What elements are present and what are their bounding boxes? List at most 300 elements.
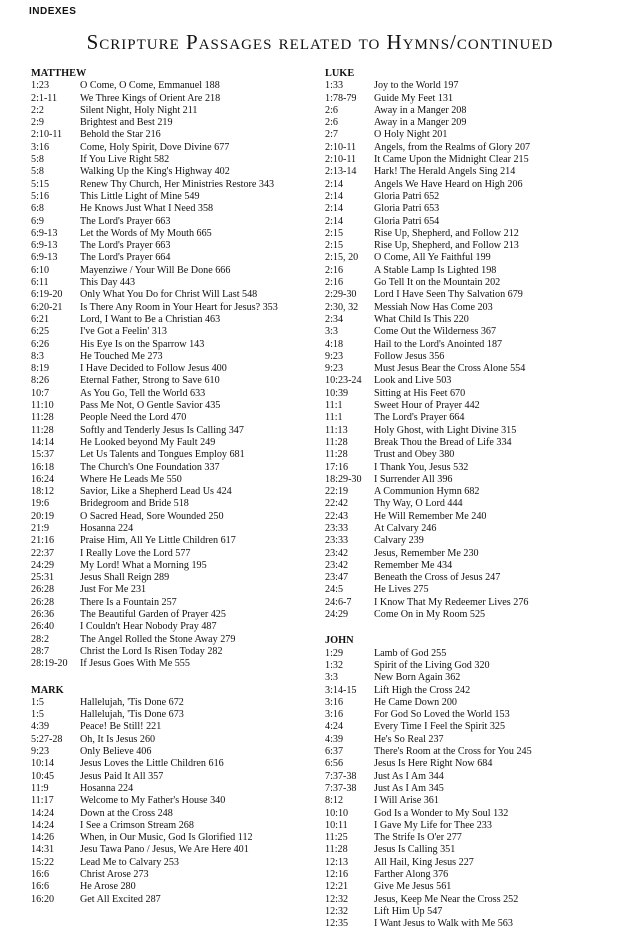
index-entry xyxy=(325,535,610,547)
scripture-reference: 20:19 xyxy=(31,510,55,522)
hymn-title: When, in Our Music, God Is Glorified 112 xyxy=(80,832,253,844)
scripture-reference: 11:28 xyxy=(325,449,348,461)
hymn-title: Let Us Talents and Tongues Employ 681 xyxy=(80,449,245,461)
index-entry xyxy=(325,375,610,387)
scripture-reference: 6:11 xyxy=(31,277,49,289)
scripture-reference: 2:2 xyxy=(31,104,44,116)
scripture-reference: 28:2 xyxy=(31,633,50,645)
scripture-reference: 26:40 xyxy=(31,621,55,633)
scripture-reference: 10:39 xyxy=(325,387,349,399)
hymn-title: Walking Up the King's Highway 402 xyxy=(80,166,230,178)
scripture-reference: 15:22 xyxy=(31,856,55,868)
scripture-reference: 26:28 xyxy=(31,584,55,596)
hymn-title: Gloria Patri 652 xyxy=(374,190,440,202)
hymn-title: Farther Along 376 xyxy=(374,869,449,880)
hymn-title: Jesus, Keep Me Near the Cross 252 xyxy=(374,893,519,905)
hymn-title: People Need the Lord 470 xyxy=(80,412,187,424)
index-entry xyxy=(325,523,610,535)
hymn-title: Follow Jesus 356 xyxy=(374,350,445,362)
hymn-title: Welcome to My Father's House 340 xyxy=(80,795,226,807)
index-entry xyxy=(31,117,316,129)
hymn-title: Bridegroom and Bride 518 xyxy=(80,498,189,510)
index-entry xyxy=(325,685,610,697)
index-entry xyxy=(31,449,316,461)
index-entry xyxy=(325,216,610,228)
scripture-reference: 2:34 xyxy=(325,313,344,325)
hymn-title: Look and Live 503 xyxy=(374,375,452,387)
hymn-title: This Little Light of Mine 549 xyxy=(80,190,200,202)
index-entry xyxy=(325,105,610,117)
index-entry xyxy=(325,758,610,770)
scripture-reference: 6:9-13 xyxy=(31,227,58,239)
index-entry xyxy=(31,844,316,856)
hymn-title: If You Live Right 582 xyxy=(80,154,170,166)
hymn-title: Every Time I Feel the Spirit 325 xyxy=(374,721,506,733)
index-entry xyxy=(31,894,316,906)
index-entry xyxy=(31,658,316,670)
index-entry xyxy=(31,597,316,609)
scripture-reference: 5:16 xyxy=(31,190,50,202)
hymn-title: I Know That My Redeemer Lives 276 xyxy=(374,596,529,608)
scripture-reference: 16:6 xyxy=(31,881,50,893)
scripture-reference: 23:33 xyxy=(325,535,349,547)
scripture-reference: 5:27-28 xyxy=(31,733,63,745)
index-entry xyxy=(325,363,610,375)
book-heading: MARK xyxy=(31,684,64,696)
hymn-title: Angels, from the Realms of Glory 207 xyxy=(374,141,531,153)
index-entry xyxy=(325,142,610,154)
index-entry xyxy=(325,808,610,820)
hymn-title: The Church's One Foundation 337 xyxy=(80,461,220,473)
hymn-title: The Strife Is O'er 277 xyxy=(374,832,462,844)
scripture-reference: 6:26 xyxy=(31,338,50,350)
scripture-reference: 26:28 xyxy=(31,596,55,608)
index-entry xyxy=(325,869,610,881)
index-entry xyxy=(31,425,316,437)
scripture-reference: 16:24 xyxy=(31,473,55,485)
hymn-title: O Holy Night 201 xyxy=(374,129,448,141)
index-entry xyxy=(325,783,610,795)
hymn-title: Jesus Shall Reign 289 xyxy=(80,572,170,584)
index-entry xyxy=(325,548,610,560)
hymn-title: All Hail, King Jesus 227 xyxy=(374,856,474,868)
hymn-title: Just As I Am 344 xyxy=(374,770,444,782)
scripture-reference: 22:19 xyxy=(325,486,349,498)
index-entry xyxy=(325,351,610,363)
hymn-title: I Will Arise 361 xyxy=(374,795,439,807)
scripture-reference: 11:28 xyxy=(325,436,348,448)
scripture-reference: 10:11 xyxy=(325,819,348,831)
hymn-title: O Come, All Ye Faithful 199 xyxy=(374,252,491,264)
scripture-reference: 23:42 xyxy=(325,559,349,571)
hymn-title: Savior, Like a Shepherd Lead Us 424 xyxy=(80,486,232,498)
scripture-reference: 3:3 xyxy=(325,326,338,338)
index-entry xyxy=(31,869,316,881)
hymn-title: Jesus, Remember Me 230 xyxy=(374,547,479,559)
index-entry xyxy=(31,400,316,412)
hymn-title: There Is a Fountain 257 xyxy=(80,596,177,608)
index-entry xyxy=(31,252,316,264)
scripture-reference: 24:6-7 xyxy=(325,596,352,608)
index-entry xyxy=(31,93,316,105)
index-entry xyxy=(31,462,316,474)
index-entry xyxy=(31,363,316,375)
hymn-title: I Gave My Life for Thee 233 xyxy=(374,819,492,831)
scripture-reference: 2:9 xyxy=(31,117,44,129)
scripture-reference: 6:19-20 xyxy=(31,289,63,301)
index-entry xyxy=(325,166,610,178)
index-entry xyxy=(325,820,610,832)
scripture-reference: 1:32 xyxy=(325,659,344,671)
scripture-reference: 14:24 xyxy=(31,807,55,819)
index-entry xyxy=(31,216,316,228)
hymn-title: Trust and Obey 380 xyxy=(374,449,455,461)
page-title: Scripture Passages related to Hymns/continued xyxy=(86,30,554,54)
index-entry xyxy=(325,672,610,684)
hymn-title: Hallelujah, 'Tis Done 672 xyxy=(80,696,184,708)
hymn-title: My Lord! What a Morning 195 xyxy=(80,559,207,571)
scripture-reference: 6:9-13 xyxy=(31,252,58,264)
scripture-reference: 1:23 xyxy=(31,80,50,92)
index-entry xyxy=(31,388,316,400)
hymn-title: Go Tell It on the Mountain 202 xyxy=(374,277,501,289)
scripture-reference: 10:14 xyxy=(31,758,55,770)
index-entry xyxy=(325,795,610,807)
scripture-reference: 2:15, 20 xyxy=(325,252,359,264)
scripture-reference: 2:10-11 xyxy=(325,154,357,166)
scripture-reference: 23:47 xyxy=(325,572,349,584)
hymn-title: Hallelujah, 'Tis Done 673 xyxy=(80,709,184,721)
hymn-title: Lord I Have Seen Thy Salvation 679 xyxy=(374,289,523,301)
index-entry xyxy=(31,314,316,326)
index-entry xyxy=(325,314,610,326)
index-entry xyxy=(31,203,316,215)
index-entry xyxy=(31,142,316,154)
page-header: INDEXES xyxy=(29,6,77,17)
index-entry xyxy=(31,572,316,584)
scripture-reference: 24:29 xyxy=(31,559,55,571)
index-entry xyxy=(325,918,610,930)
scripture-reference: 2:15 xyxy=(325,240,344,252)
scripture-reference: 4:24 xyxy=(325,721,344,733)
scripture-reference: 1:29 xyxy=(325,647,344,659)
hymn-title: Gloria Patri 653 xyxy=(374,203,440,215)
hymn-title: Must Jesus Bear the Cross Alone 554 xyxy=(374,363,526,375)
index-entry xyxy=(325,80,610,92)
index-entry xyxy=(325,597,610,609)
index-entry xyxy=(325,609,610,621)
hymn-title: A Communion Hymn 682 xyxy=(374,486,480,498)
scripture-reference: 2:16 xyxy=(325,277,344,289)
hymn-title: The Lord's Prayer 663 xyxy=(80,240,171,252)
index-entry xyxy=(325,449,610,461)
hymn-title: God Is a Wonder to My Soul 132 xyxy=(374,807,509,819)
hymn-title: Away in a Manger 209 xyxy=(374,117,467,129)
hymn-title: Remember Me 434 xyxy=(374,559,453,571)
hymn-title: The Angel Rolled the Stone Away 279 xyxy=(80,633,236,645)
index-entry xyxy=(325,857,610,869)
hymn-title: Spirit of the Living God 320 xyxy=(374,659,490,671)
scripture-reference: 11:25 xyxy=(325,832,348,844)
scripture-reference: 9:23 xyxy=(31,746,50,758)
hymn-title: He Touched Me 273 xyxy=(80,350,163,362)
scripture-reference: 8:12 xyxy=(325,795,344,807)
hymn-title: Where He Leads Me 550 xyxy=(80,473,182,485)
index-entry xyxy=(325,584,610,596)
scripture-reference: 6:56 xyxy=(325,758,344,770)
scripture-reference: 11:9 xyxy=(31,782,49,794)
index-entry xyxy=(325,734,610,746)
scripture-reference: 23:33 xyxy=(325,522,349,534)
hymn-title: The Beautiful Garden of Prayer 425 xyxy=(80,609,226,621)
hymn-title: Sweet Hour of Prayer 442 xyxy=(374,400,480,412)
hymn-title: At Calvary 246 xyxy=(374,522,437,534)
hymn-title: I Thank You, Jesus 532 xyxy=(374,461,469,473)
index-entry xyxy=(325,894,610,906)
scripture-reference: 24:29 xyxy=(325,609,349,621)
hymn-title: Jesus Is Calling 351 xyxy=(374,844,456,856)
hymn-title: Eternal Father, Strong to Save 610 xyxy=(80,375,220,387)
index-entry xyxy=(31,771,316,783)
index-entry xyxy=(325,228,610,240)
hymn-title: I Have Decided to Follow Jesus 400 xyxy=(80,363,227,375)
hymn-title: I Want Jesus to Walk with Me 563 xyxy=(374,918,513,930)
hymn-title: This Day 443 xyxy=(80,277,136,289)
index-entry xyxy=(31,129,316,141)
index-entry xyxy=(325,746,610,758)
index-entry xyxy=(31,783,316,795)
scripture-reference: 18:29-30 xyxy=(325,473,362,485)
scripture-reference: 6:9 xyxy=(31,215,44,227)
index-entry xyxy=(325,511,610,523)
index-entry xyxy=(325,339,610,351)
index-entry xyxy=(31,535,316,547)
scripture-reference: 2:10-11 xyxy=(325,141,357,153)
hymn-title: Give Me Jesus 561 xyxy=(374,881,452,893)
index-entry xyxy=(325,289,610,301)
scripture-reference: 22:43 xyxy=(325,510,349,522)
scripture-reference: 12:16 xyxy=(325,869,349,880)
index-entry xyxy=(325,572,610,584)
hymn-title: Christ Arose 273 xyxy=(80,869,149,880)
hymn-title: Jesus Is Here Right Now 684 xyxy=(374,758,493,770)
index-entry xyxy=(325,832,610,844)
hymn-title: He Came Down 200 xyxy=(374,696,457,708)
hymn-title: Lord, I Want to Be a Christian 463 xyxy=(80,313,221,325)
hymn-title: Break Thou the Bread of Life 334 xyxy=(374,436,512,448)
index-entry xyxy=(325,203,610,215)
hymn-title: I See a Crimson Stream 268 xyxy=(80,819,194,831)
book-heading: MATTHEW xyxy=(31,68,87,79)
index-entry xyxy=(31,881,316,893)
hymn-title: Softly and Tenderly Jesus Is Calling 347 xyxy=(80,424,244,436)
hymn-title: Is There Any Room in Your Heart for Jesus? 353 xyxy=(80,301,278,313)
index-entry xyxy=(31,609,316,621)
hymn-title: Jesus Loves the Little Children 616 xyxy=(80,758,224,770)
hymn-title: Lift High the Cross 242 xyxy=(374,684,471,696)
index-entry xyxy=(31,832,316,844)
scripture-reference: 2:7 xyxy=(325,129,338,141)
index-entry xyxy=(31,498,316,510)
index-entry xyxy=(31,697,316,709)
hymn-title: The Lord's Prayer 664 xyxy=(80,252,171,264)
hymn-title: Lift Him Up 547 xyxy=(374,905,443,917)
index-entry xyxy=(325,191,610,203)
index-entry xyxy=(31,548,316,560)
index-entry xyxy=(31,511,316,523)
index-entry xyxy=(31,191,316,203)
scripture-reference: 6:25 xyxy=(31,326,50,338)
hymn-title: New Born Again 362 xyxy=(374,672,461,684)
index-entry xyxy=(325,179,610,191)
scripture-reference: 3:16 xyxy=(325,696,344,708)
index-entry xyxy=(325,486,610,498)
index-entry xyxy=(325,474,610,486)
hymn-title: Down at the Cross 248 xyxy=(80,807,173,819)
index-entry xyxy=(325,302,610,314)
scripture-reference: 5:15 xyxy=(31,178,50,190)
scripture-reference: 2:14 xyxy=(325,190,344,202)
scripture-reference: 19:6 xyxy=(31,498,50,510)
index-column-right xyxy=(325,68,610,930)
scripture-reference: 3:3 xyxy=(325,672,338,684)
index-entry xyxy=(325,93,610,105)
index-column-left xyxy=(31,68,316,906)
scripture-reference: 1:33 xyxy=(325,80,344,92)
index-entry xyxy=(31,584,316,596)
hymn-title: Christ the Lord Is Risen Today 282 xyxy=(80,645,223,657)
book-heading: LUKE xyxy=(325,68,355,79)
scripture-reference: 2:29-30 xyxy=(325,289,357,301)
scripture-reference: 11:1 xyxy=(325,412,343,424)
index-entry xyxy=(31,721,316,733)
hymn-title: The Lord's Prayer 664 xyxy=(374,412,465,424)
scripture-reference: 26:36 xyxy=(31,609,55,621)
index-entry xyxy=(325,265,610,277)
hymn-title: As You Go, Tell the World 633 xyxy=(80,387,206,399)
scripture-reference: 17:16 xyxy=(325,461,349,473)
scripture-reference: 6:20-21 xyxy=(31,301,63,313)
hymn-title: Joy to the World 197 xyxy=(374,80,459,92)
index-entry xyxy=(325,400,610,412)
scripture-reference: 22:42 xyxy=(325,498,349,510)
scripture-reference: 11:17 xyxy=(31,795,54,807)
scripture-reference: 10:23-24 xyxy=(325,375,362,387)
index-entry xyxy=(31,646,316,658)
scripture-reference: 21:9 xyxy=(31,522,50,534)
hymn-title: I've Got a Feelin' 313 xyxy=(80,326,167,338)
scripture-reference: 2:6 xyxy=(325,104,338,116)
hymn-title: Holy Ghost, with Light Divine 315 xyxy=(374,424,517,436)
scripture-reference: 10:45 xyxy=(31,770,55,782)
index-entry xyxy=(325,648,610,660)
index-entry xyxy=(31,808,316,820)
hymn-title: For God So Loved the World 153 xyxy=(374,709,510,721)
index-entry xyxy=(31,339,316,351)
index-entry xyxy=(325,154,610,166)
hymn-title: A Stable Lamp Is Lighted 198 xyxy=(374,264,497,276)
hymn-title: He Arose 280 xyxy=(80,881,136,893)
hymn-title: Hail to the Lord's Anointed 187 xyxy=(374,338,503,350)
index-entry xyxy=(31,166,316,178)
index-entry xyxy=(31,375,316,387)
scripture-reference: 23:42 xyxy=(325,547,349,559)
index-entry xyxy=(325,721,610,733)
scripture-reference: 2:15 xyxy=(325,227,344,239)
hymn-title: Only What You Do for Christ Will Last 548 xyxy=(80,289,258,301)
scripture-reference: 14:26 xyxy=(31,832,55,844)
scripture-reference: 1:5 xyxy=(31,696,44,708)
index-entry xyxy=(325,117,610,129)
scripture-reference: 12:35 xyxy=(325,918,349,930)
index-entry xyxy=(325,697,610,709)
index-entry xyxy=(325,129,610,141)
scripture-reference: 2:14 xyxy=(325,178,344,190)
hymn-title: Get All Excited 287 xyxy=(80,893,161,905)
index-entry xyxy=(31,486,316,498)
scripture-reference: 21:16 xyxy=(31,535,55,547)
scripture-reference: 6:37 xyxy=(325,746,344,758)
scripture-reference: 12:21 xyxy=(325,881,349,893)
hymn-title: Thy Way, O Lord 444 xyxy=(374,498,463,510)
index-entry xyxy=(31,621,316,633)
index-entry xyxy=(31,857,316,869)
scripture-reference: 2:14 xyxy=(325,215,344,227)
index-entry xyxy=(31,326,316,338)
hymn-title: Oh, It Is Jesus 260 xyxy=(80,733,156,745)
scripture-reference: 2:16 xyxy=(325,264,344,276)
hymn-title: Messiah Now Has Come 203 xyxy=(374,301,493,313)
hymn-title: Pass Me Not, O Gentle Savior 435 xyxy=(80,400,221,412)
scripture-reference: 18:12 xyxy=(31,486,55,498)
scripture-reference: 25:31 xyxy=(31,572,55,584)
hymn-title: Hosanna 224 xyxy=(80,782,134,794)
scripture-reference: 12:13 xyxy=(325,856,349,868)
scripture-reference: 6:8 xyxy=(31,203,44,215)
index-entry xyxy=(325,560,610,572)
hymn-title: Guide My Feet 131 xyxy=(374,92,454,104)
scripture-reference: 3:16 xyxy=(31,141,50,153)
hymn-title: I Surrender All 396 xyxy=(374,473,453,485)
hymn-title: He's So Real 237 xyxy=(374,733,444,745)
hymn-title: Angels We Have Heard on High 206 xyxy=(374,178,523,190)
index-entry xyxy=(31,412,316,424)
scripture-reference: 11:10 xyxy=(31,400,54,412)
scripture-reference: 2:10-11 xyxy=(31,129,63,141)
index-entry xyxy=(31,560,316,572)
index-entry xyxy=(325,240,610,252)
scripture-reference: 2:1-11 xyxy=(31,92,58,104)
hymn-title: Away in a Manger 208 xyxy=(374,104,467,116)
hymn-title: Behold the Star 216 xyxy=(80,129,161,141)
scripture-reference: 4:39 xyxy=(31,721,50,733)
hymn-title: O Sacred Head, Sore Wounded 250 xyxy=(80,510,224,522)
index-entry xyxy=(31,179,316,191)
scripture-reference: 15:37 xyxy=(31,449,55,461)
hymn-title: Lamb of God 255 xyxy=(374,647,447,659)
scripture-reference: 14:14 xyxy=(31,436,55,448)
index-entry xyxy=(325,252,610,264)
scripture-reference: 6:21 xyxy=(31,313,50,325)
index-entry xyxy=(31,351,316,363)
index-entry xyxy=(31,795,316,807)
scripture-reference: 3:16 xyxy=(325,709,344,721)
scripture-reference: 5:8 xyxy=(31,166,44,178)
index-entry xyxy=(31,634,316,646)
index-entry xyxy=(325,771,610,783)
index-entry xyxy=(325,709,610,721)
hymn-title: Hosanna 224 xyxy=(80,522,134,534)
